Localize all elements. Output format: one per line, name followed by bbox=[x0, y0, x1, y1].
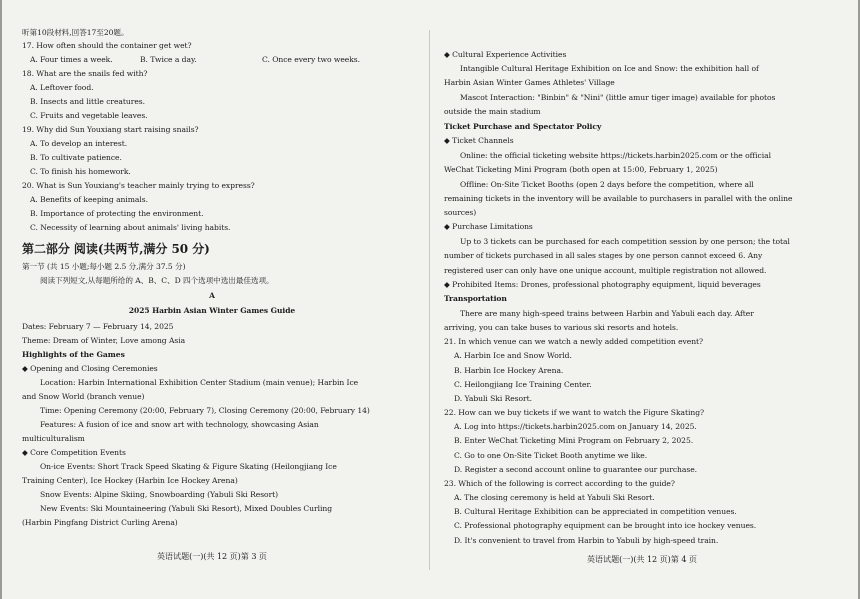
q17-option-b: B. Twice a day. bbox=[140, 55, 197, 64]
question-19: 19. Why did Sun Youxiang start raising snails? bbox=[22, 125, 199, 134]
q19-option-a: A. To develop an interest. bbox=[30, 139, 128, 148]
q23-option-d: D. It's convenient to travel from Harbin to Yabuli by high-speed train. bbox=[454, 536, 719, 545]
ticket-policy-heading: Ticket Purchase and Spectator Policy bbox=[444, 122, 602, 131]
purchase-limits-end: registered user can only have one unique account, multiple registration not allowed. bbox=[444, 266, 767, 275]
question-17: 17. How often should the container get wet? bbox=[22, 41, 192, 50]
offline-channel-cont: remaining tickets in the inventory will be available to purchasers in parallel with the online bbox=[444, 194, 793, 203]
page-footer-right: 英语试题(一)(共 12 页)第 4 页 bbox=[587, 554, 697, 564]
q22-option-a: A. Log into https://tickets.harbin2025.com on January 14, 2025. bbox=[454, 422, 697, 431]
page-4 bbox=[430, 0, 860, 599]
q22-option-b: B. Enter WeChat Ticketing Mini Program on February 2, 2025. bbox=[454, 436, 694, 445]
heritage-exhibition-cont: Harbin Asian Winter Games Athletes' Village bbox=[444, 78, 615, 87]
q18-option-b: B. Insects and little creatures. bbox=[30, 97, 145, 106]
online-channel: Online: the official ticketing website https://tickets.harbin2025.com or the official bbox=[460, 151, 771, 160]
online-channel-cont: WeChat Ticketing Mini Program (both open at 15:00, February 1, 2025) bbox=[444, 165, 718, 174]
ceremony-location: Location: Harbin International Exhibition Center Stadium (main venue); Harbin Ice bbox=[40, 378, 359, 387]
section-one-heading: 第一节 (共 15 小题;每小题 2.5 分,满分 37.5 分) bbox=[22, 262, 186, 271]
games-theme: Theme: Dream of Winter, Love among Asia bbox=[22, 336, 186, 345]
q20-option-c: C. Necessity of learning about animals' living habits. bbox=[30, 223, 231, 232]
passage-letter: A bbox=[209, 291, 215, 300]
part-two-heading: 第二部分 阅读(共两节,满分 50 分) bbox=[22, 242, 210, 256]
question-18: 18. What are the snails fed with? bbox=[22, 69, 148, 78]
ticket-channels-heading: ◆ Ticket Channels bbox=[444, 136, 514, 145]
on-ice-events: On-ice Events: Short Track Speed Skating & Figure Skating (Heilongjiang Ice bbox=[40, 462, 337, 471]
offline-channel: Offline: On-Site Ticket Booths (open 2 days before the competition, where all bbox=[460, 180, 754, 189]
snow-events: Snow Events: Alpine Skiing, Snowboarding (Yabuli Ski Resort) bbox=[40, 490, 279, 499]
q21-option-a: A. Harbin Ice and Snow World. bbox=[454, 351, 572, 360]
transportation-heading: Transportation bbox=[444, 294, 507, 303]
prohibited-items: ◆ Prohibited Items: Drones, professional photography equipment, liquid beverages bbox=[444, 280, 761, 289]
question-21: 21. In which venue can we watch a newly added competition event? bbox=[444, 337, 704, 346]
purchase-limits-cont: number of tickets purchased in all sales stages by one person cannot exceed 6. Any bbox=[444, 251, 763, 260]
question-20: 20. What is Sun Youxiang's teacher mainly trying to express? bbox=[22, 181, 255, 190]
core-events-heading: ◆ Core Competition Events bbox=[22, 448, 126, 457]
question-22: 22. How can we buy tickets if we want to watch the Figure Skating? bbox=[444, 408, 705, 417]
purchase-limits: Up to 3 tickets can be purchased for each competition session by one person; the total bbox=[460, 237, 790, 246]
transportation-text-cont: arriving, you can take buses to various ski resorts and hotels. bbox=[444, 323, 679, 332]
new-events: New Events: Ski Mountaineering (Yabuli Ski Resort), Mixed Doubles Curling bbox=[40, 504, 333, 513]
ceremony-time: Time: Opening Ceremony (20:00, February 7), Closing Ceremony (20:00, February 14) bbox=[40, 406, 370, 415]
mascot-interaction-cont: outside the main stadium bbox=[444, 107, 541, 116]
ceremony-location-cont: and Snow World (branch venue) bbox=[22, 392, 145, 401]
q17-option-a: A. Four times a week. bbox=[30, 55, 113, 64]
q19-option-b: B. To cultivate patience. bbox=[30, 153, 122, 162]
q20-option-a: A. Benefits of keeping animals. bbox=[30, 195, 148, 204]
transportation-text: There are many high-speed trains between Harbin and Yabuli each day. After bbox=[460, 309, 754, 318]
q23-option-c: C. Professional photography equipment can be brought into ice hockey venues. bbox=[454, 521, 757, 530]
q21-option-d: D. Yabuli Ski Resort. bbox=[454, 394, 532, 403]
offline-channel-end: sources) bbox=[444, 208, 477, 217]
question-23: 23. Which of the following is correct according to the guide? bbox=[444, 479, 675, 488]
purchase-limits-heading: ◆ Purchase Limitations bbox=[444, 222, 533, 231]
new-events-cont: (Harbin Pingfang District Curling Arena) bbox=[22, 518, 178, 527]
q23-option-b: B. Cultural Heritage Exhibition can be appreciated in competition venues. bbox=[454, 507, 737, 516]
q17-option-c: C. Once every two weeks. bbox=[262, 55, 360, 64]
q18-option-c: C. Fruits and vegetable leaves. bbox=[30, 111, 148, 120]
page-footer-left: 英语试题(一)(共 12 页)第 3 页 bbox=[157, 551, 267, 561]
reading-instructions: 阅读下列短文,从每题所给的 A、B、C、D 四个选项中选出最佳选项。 bbox=[40, 276, 274, 285]
heritage-exhibition: Intangible Cultural Heritage Exhibition on Ice and Snow: the exhibition hall of bbox=[460, 64, 759, 73]
q23-option-a: A. The closing ceremony is held at Yabuli Ski Resort. bbox=[454, 493, 655, 502]
q20-option-b: B. Importance of protecting the environment. bbox=[30, 209, 204, 218]
q22-option-d: D. Register a second account online to guarantee our purchase. bbox=[454, 465, 698, 474]
q21-option-c: C. Heilongjiang Ice Training Center. bbox=[454, 380, 592, 389]
q19-option-c: C. To finish his homework. bbox=[30, 167, 131, 176]
games-dates: Dates: February 7 — February 14, 2025 bbox=[22, 322, 174, 331]
ceremonies-heading: ◆ Opening and Closing Ceremonies bbox=[22, 364, 158, 373]
q21-option-b: B. Harbin Ice Hockey Arena. bbox=[454, 366, 564, 375]
passage-title: 2025 Harbin Asian Winter Games Guide bbox=[128, 306, 296, 315]
q18-option-a: A. Leftover food. bbox=[30, 83, 94, 92]
listening-intro: 听第10段材料,回答17至20题。 bbox=[22, 28, 129, 37]
cultural-heading: ◆ Cultural Experience Activities bbox=[444, 50, 567, 59]
highlights-heading: Highlights of the Games bbox=[22, 350, 125, 359]
on-ice-events-cont: Training Center), Ice Hockey (Harbin Ice Hockey Arena) bbox=[22, 476, 238, 485]
mascot-interaction: Mascot Interaction: "Binbin" & "Nini" (little amur tiger image) available for photos bbox=[460, 93, 776, 102]
q22-option-c: C. Go to one On-Site Ticket Booth anytime we like. bbox=[454, 451, 648, 460]
ceremony-features-cont: multiculturalism bbox=[22, 434, 85, 443]
ceremony-features: Features: A fusion of ice and snow art with technology, showcasing Asian bbox=[40, 420, 319, 429]
